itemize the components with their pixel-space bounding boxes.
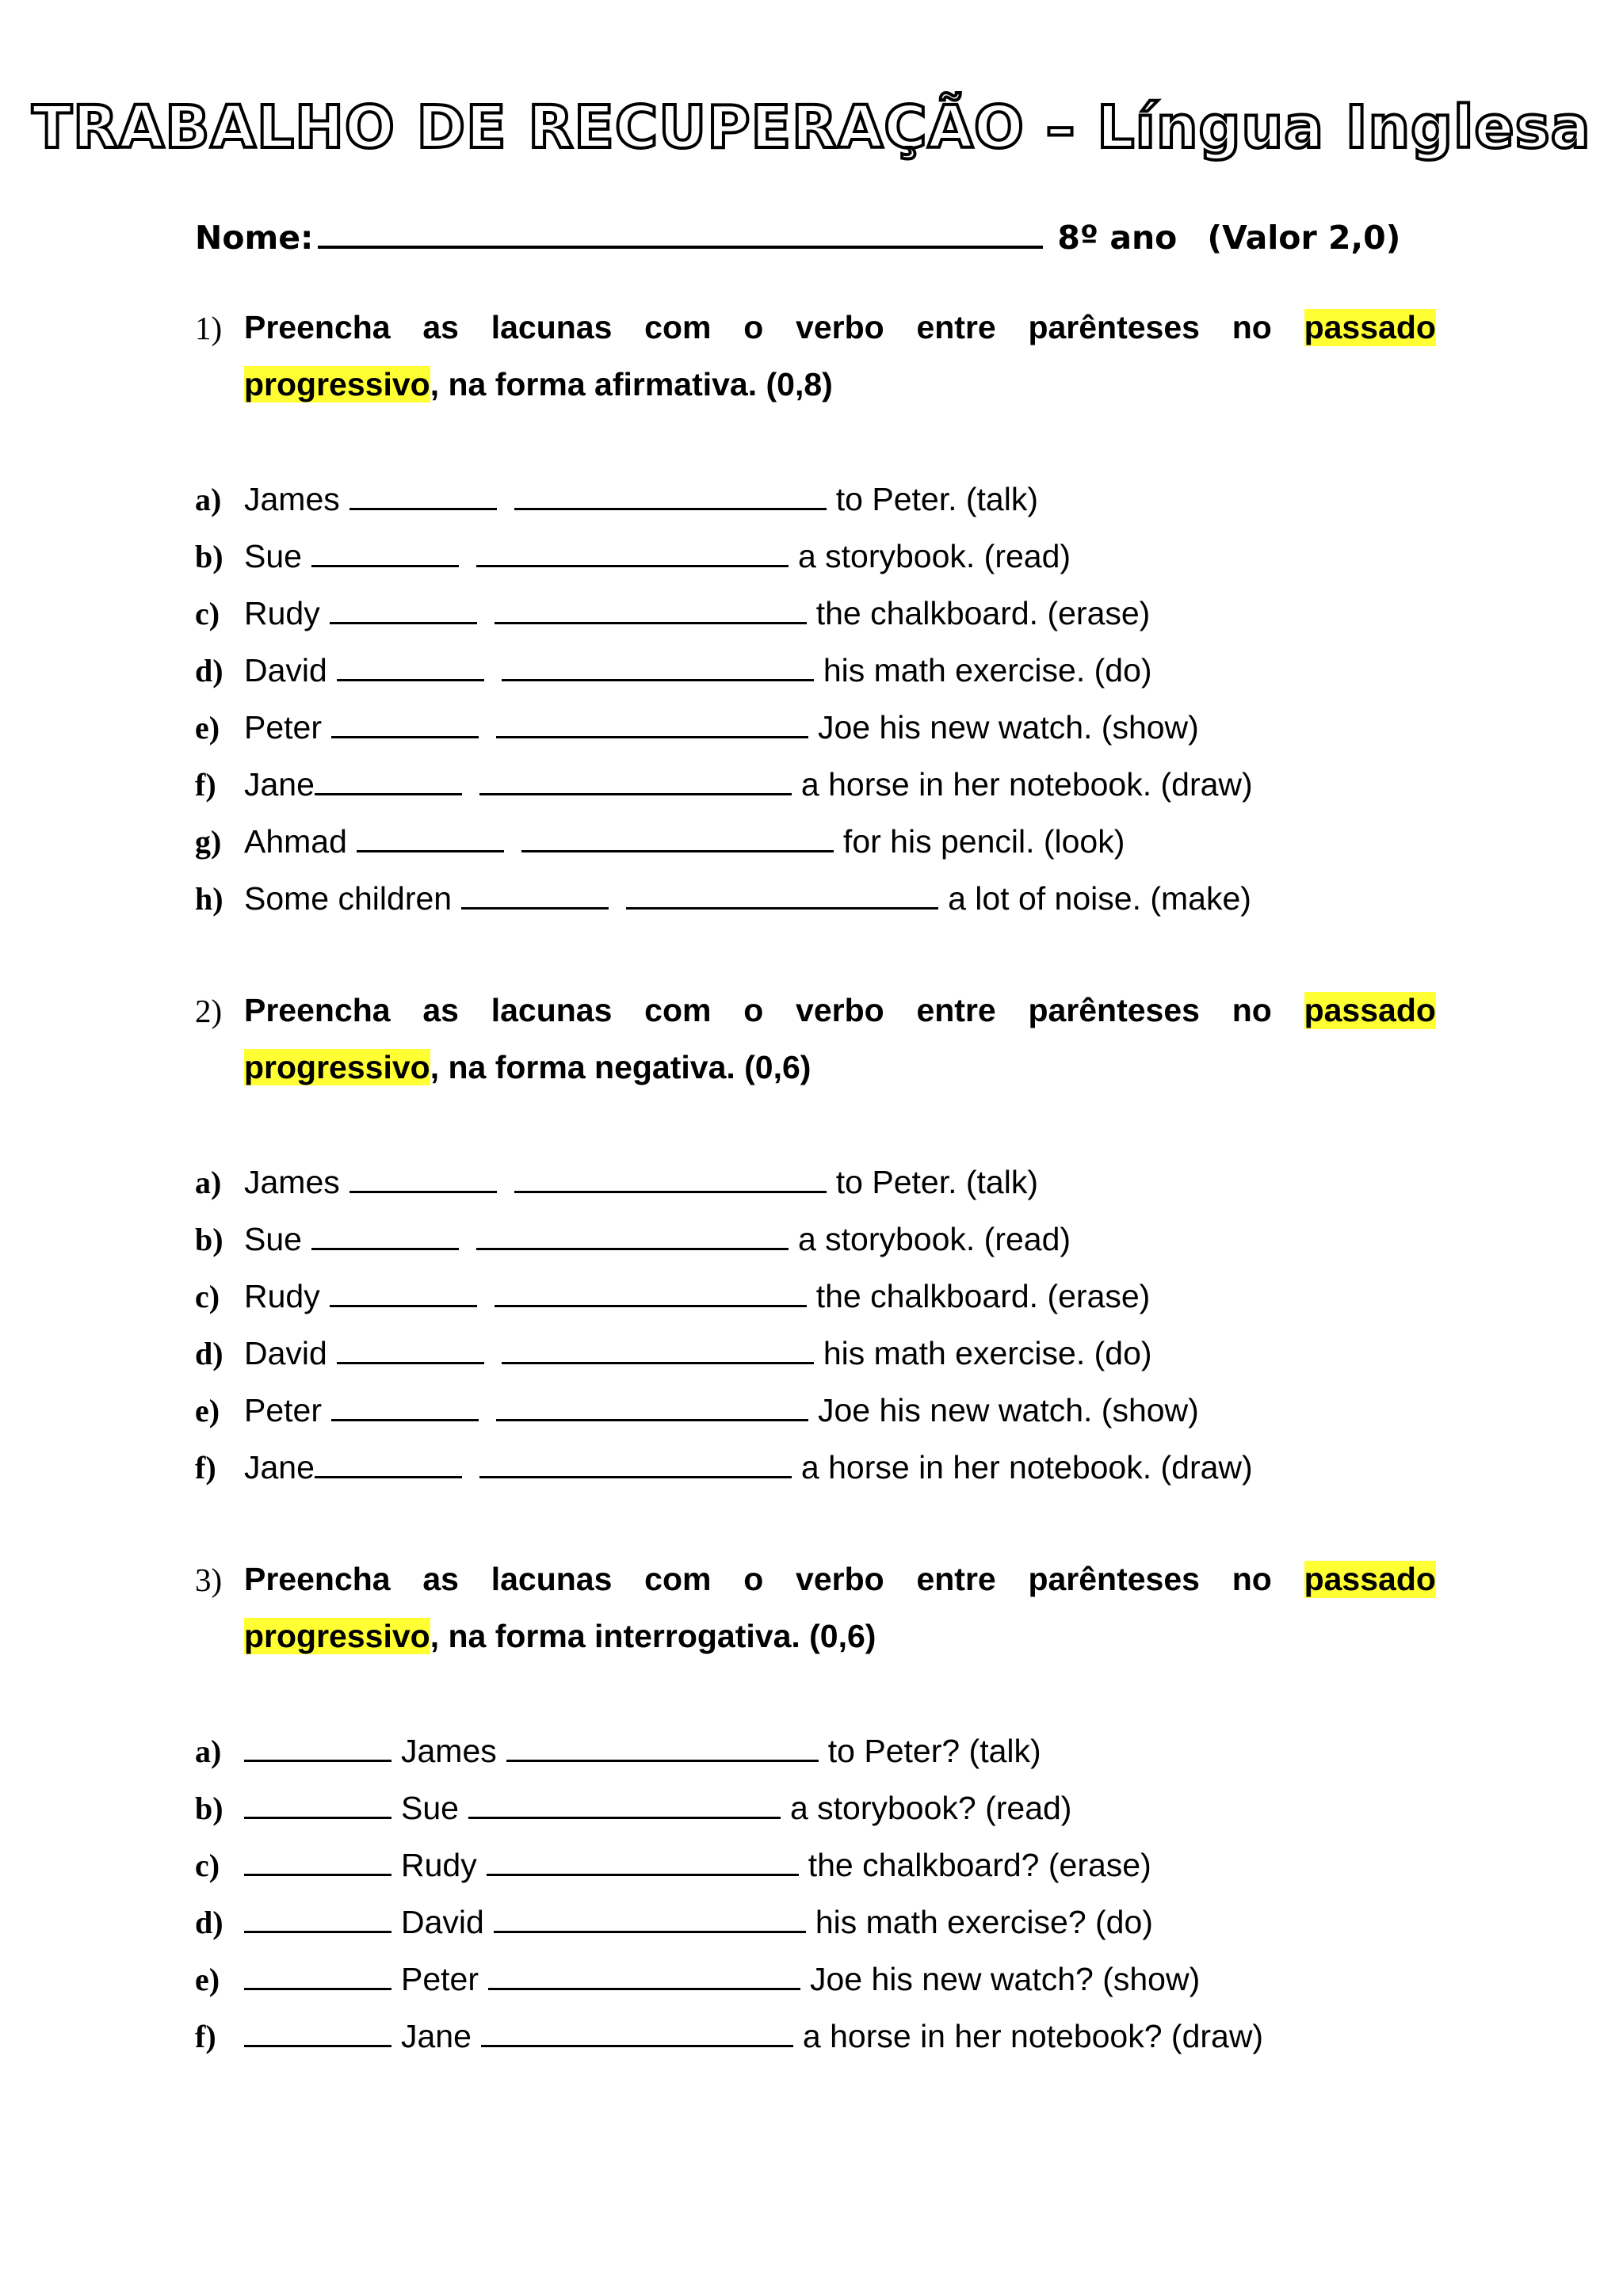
item-text: a horse in her notebook? (draw) xyxy=(802,2018,1264,2054)
item-letter: g) xyxy=(195,824,222,860)
item-letter: e) xyxy=(195,1962,220,1997)
answer-blank[interactable] xyxy=(476,1219,789,1250)
item-subject: James xyxy=(244,481,340,517)
name-label: Nome: xyxy=(195,219,314,257)
word: no xyxy=(1232,1561,1272,1597)
item-letter: c) xyxy=(195,1279,220,1314)
name-line xyxy=(195,214,1400,257)
word: parênteses xyxy=(1028,1561,1200,1597)
answer-blank[interactable] xyxy=(488,1959,800,1990)
answer-blank[interactable] xyxy=(331,1390,479,1421)
word: o xyxy=(743,309,764,345)
answer-blank[interactable] xyxy=(495,593,807,624)
item-text: a lot of noise. (make) xyxy=(948,880,1251,917)
question-text-line1 xyxy=(244,1561,1436,1598)
item-letter: b) xyxy=(195,1222,223,1257)
answer-blank[interactable] xyxy=(502,1333,814,1364)
answer-blank[interactable] xyxy=(244,1902,391,1933)
word: verbo xyxy=(796,992,884,1028)
word: com xyxy=(644,1561,712,1597)
item-subject: David xyxy=(401,1904,484,1940)
word: as xyxy=(422,309,459,345)
item-text: for his pencil. (look) xyxy=(842,823,1125,860)
highlighted-word: passado xyxy=(1304,1561,1436,1597)
question-number: 2) xyxy=(195,993,223,1029)
item-letter: d) xyxy=(195,653,223,688)
word: lacunas xyxy=(491,992,613,1028)
item-letter: e) xyxy=(195,1393,220,1428)
word: o xyxy=(743,1561,764,1597)
answer-blank[interactable] xyxy=(311,536,459,567)
question-number: 3) xyxy=(195,1562,223,1598)
answer-blank[interactable] xyxy=(315,1447,462,1478)
item-text: Joe his new watch? (show) xyxy=(810,1961,1201,1997)
highlighted-word: progressivo xyxy=(244,1049,430,1085)
answer-blank[interactable] xyxy=(244,2016,391,2047)
answer-blank[interactable] xyxy=(496,707,808,738)
answer-blank[interactable] xyxy=(626,879,938,910)
item-subject: Peter xyxy=(401,1961,479,1997)
item-letter: f) xyxy=(195,1450,216,1486)
item-text: his math exercise. (do) xyxy=(823,652,1152,688)
item-subject: Sue xyxy=(244,538,302,574)
item-text: a horse in her notebook. (draw) xyxy=(800,1449,1253,1486)
word: Preencha xyxy=(244,992,391,1028)
item-letter: a) xyxy=(195,1165,222,1200)
item-subject: David xyxy=(244,652,327,688)
answer-blank[interactable] xyxy=(521,822,834,852)
item-letter: c) xyxy=(195,596,220,631)
name-blank[interactable] xyxy=(318,214,1043,249)
answer-blank[interactable] xyxy=(244,1788,391,1819)
item-text: to Peter. (talk) xyxy=(835,481,1038,517)
item-text: Joe his new watch. (show) xyxy=(818,1392,1199,1428)
answer-blank[interactable] xyxy=(502,650,814,681)
question-instruction: , na forma negativa. (0,6) xyxy=(430,1049,812,1085)
question-text-line1 xyxy=(244,309,1436,346)
item-letter: d) xyxy=(195,1905,223,1940)
question-text-line2 xyxy=(244,366,833,403)
word: no xyxy=(1232,309,1272,345)
answer-blank[interactable] xyxy=(349,1162,497,1193)
item-letter: a) xyxy=(195,1733,222,1769)
item-text: Joe his new watch. (show) xyxy=(818,709,1199,746)
item-subject: James xyxy=(401,1733,497,1769)
answer-blank[interactable] xyxy=(461,879,609,910)
answer-blank[interactable] xyxy=(481,2016,793,2047)
item-subject: Peter xyxy=(244,1392,322,1428)
item-subject: Peter xyxy=(244,709,322,746)
value-label: (Valor 2,0) xyxy=(1207,219,1401,257)
answer-blank[interactable] xyxy=(337,650,484,681)
word: verbo xyxy=(796,1561,884,1597)
highlighted-word: passado xyxy=(1304,309,1436,345)
word: entre xyxy=(916,992,996,1028)
answer-blank[interactable] xyxy=(244,1959,391,1990)
question-instruction: , na forma afirmativa. (0,8) xyxy=(430,366,833,402)
word: Preencha xyxy=(244,309,391,345)
item-subject: Rudy xyxy=(401,1847,477,1883)
item-text: the chalkboard. (erase) xyxy=(815,595,1151,631)
item-text: to Peter? (talk) xyxy=(827,1733,1041,1769)
item-subject: Rudy xyxy=(244,595,320,631)
item-subject: Jane xyxy=(244,766,315,803)
item-text: a storybook? (read) xyxy=(789,1790,1072,1826)
item-letter: f) xyxy=(195,2019,216,2054)
grade-label: 8º ano xyxy=(1057,219,1178,257)
word: as xyxy=(422,1561,459,1597)
word: Preencha xyxy=(244,1561,391,1597)
item-subject: James xyxy=(244,1164,340,1200)
word: no xyxy=(1232,992,1272,1028)
answer-blank[interactable] xyxy=(514,479,827,510)
answer-blank[interactable] xyxy=(315,765,462,795)
item-text: the chalkboard? (erase) xyxy=(808,1847,1151,1883)
item-subject: Sue xyxy=(401,1790,459,1826)
item-letter: f) xyxy=(195,767,216,803)
item-subject: David xyxy=(244,1335,327,1371)
word: parênteses xyxy=(1028,992,1200,1028)
answer-blank[interactable] xyxy=(479,765,792,795)
answer-blank[interactable] xyxy=(476,536,789,567)
word: entre xyxy=(916,309,996,345)
answer-blank[interactable] xyxy=(487,1845,799,1876)
item-text: to Peter. (talk) xyxy=(835,1164,1038,1200)
word: com xyxy=(644,309,712,345)
answer-blank[interactable] xyxy=(479,1447,792,1478)
answer-blank[interactable] xyxy=(244,1845,391,1876)
answer-blank[interactable] xyxy=(349,479,497,510)
word: verbo xyxy=(796,309,884,345)
answer-blank[interactable] xyxy=(495,1276,807,1307)
item-subject: Sue xyxy=(244,1221,302,1257)
word: o xyxy=(743,992,764,1028)
question-text-line2 xyxy=(244,1618,876,1655)
word: parênteses xyxy=(1028,309,1200,345)
item-letter: h) xyxy=(195,881,223,917)
answer-blank[interactable] xyxy=(337,1333,484,1364)
item-text: a storybook. (read) xyxy=(797,1221,1071,1257)
question-text-line1 xyxy=(244,992,1436,1029)
item-subject: Ahmad xyxy=(244,823,347,860)
answer-blank[interactable] xyxy=(330,1276,477,1307)
item-letter: b) xyxy=(195,539,223,574)
item-subject: Some children xyxy=(244,880,453,917)
highlighted-word: progressivo xyxy=(244,366,430,402)
word: entre xyxy=(916,1561,996,1597)
item-text: his math exercise? (do) xyxy=(815,1904,1153,1940)
question-text-line2 xyxy=(244,1049,811,1086)
worksheet-title: TRABALHO DE RECUPERAÇÃO – Língua Inglesa xyxy=(32,93,1591,162)
item-subject: Rudy xyxy=(244,1278,320,1314)
answer-blank[interactable] xyxy=(496,1390,808,1421)
item-text: a storybook. (read) xyxy=(797,538,1071,574)
word: lacunas xyxy=(491,309,613,345)
answer-blank[interactable] xyxy=(494,1902,806,1933)
highlighted-word: progressivo xyxy=(244,1618,430,1654)
answer-blank[interactable] xyxy=(514,1162,827,1193)
item-subject: Jane xyxy=(244,1449,315,1486)
item-text: the chalkboard. (erase) xyxy=(815,1278,1151,1314)
item-letter: c) xyxy=(195,1848,220,1883)
highlighted-word: passado xyxy=(1304,992,1436,1028)
item-letter: b) xyxy=(195,1791,223,1826)
item-text: his math exercise. (do) xyxy=(823,1335,1152,1371)
item-letter: e) xyxy=(195,710,220,746)
answer-blank[interactable] xyxy=(506,1731,819,1762)
answer-blank[interactable] xyxy=(331,707,479,738)
word: lacunas xyxy=(491,1561,613,1597)
answer-blank[interactable] xyxy=(468,1788,781,1819)
answer-blank[interactable] xyxy=(330,593,477,624)
question-number: 1) xyxy=(195,310,223,346)
word: com xyxy=(644,992,712,1028)
item-letter: d) xyxy=(195,1336,223,1371)
answer-blank[interactable] xyxy=(311,1219,459,1250)
answer-blank[interactable] xyxy=(357,822,504,852)
item-subject: Jane xyxy=(401,2018,472,2054)
question-instruction: , na forma interrogativa. (0,6) xyxy=(430,1618,876,1654)
word: as xyxy=(422,992,459,1028)
answer-blank[interactable] xyxy=(244,1731,391,1762)
item-text: a horse in her notebook. (draw) xyxy=(800,766,1253,803)
item-letter: a) xyxy=(195,482,222,517)
